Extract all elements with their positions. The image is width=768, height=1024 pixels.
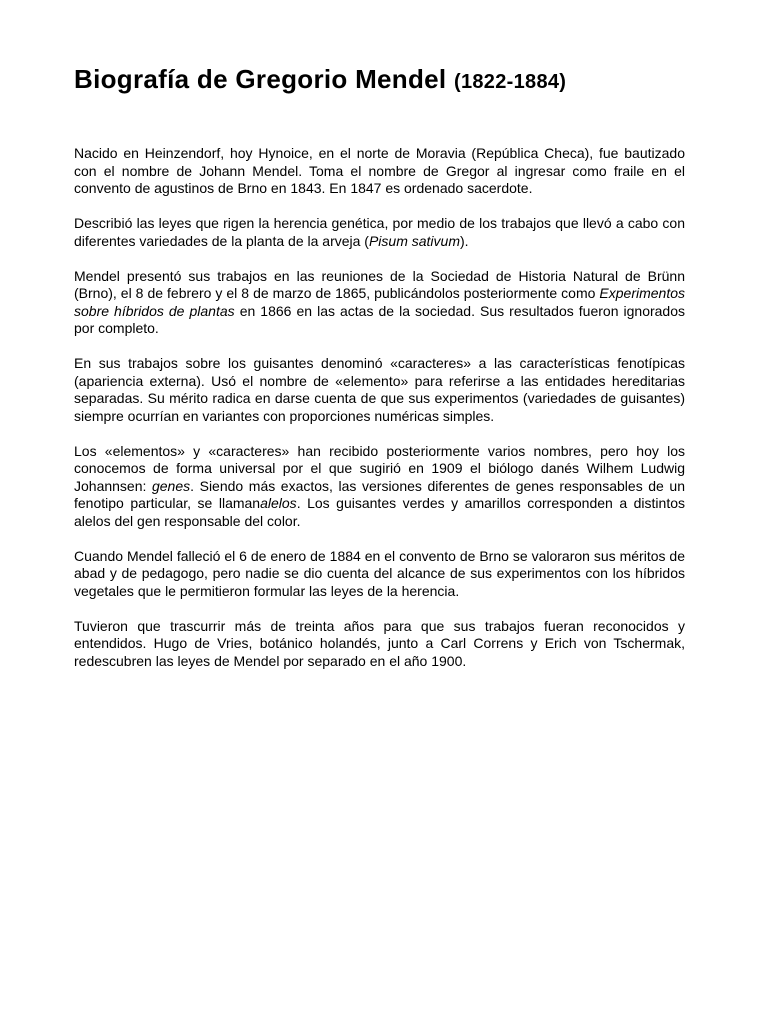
paragraph-text: ). [460,232,469,249]
term-alelos: alelos [260,495,297,511]
paragraph-text: . Los guisantes verdes y amarillos corresponden a distintos alelos del gen responsable del color. [74,495,685,529]
species-name: Pisum sativum [368,232,460,249]
paragraph-text: Los «elementos» y «caracteres» han recibido posteriormente varios nombres, pero hoy los conocemos de forma universal por el que sugirió en 1909 el biólogo danés Wilhem Ludwig Johannsen: [74,442,685,494]
paragraph-genes [74,443,685,531]
paragraph-characters: En sus trabajos sobre los guisantes denominó «caracteres» a las características fenotípicas (apariencia externa). Usó el nombre de «elemento» para referirse a las entidades hereditarias separadas. Su mérito radica en darse cuenta de que sus experimentos (variedades de guisantes) siempre ocurrían en variantes con proporciones numéricas simples. [74,355,685,424]
paragraph-text: en 1866 en las actas de la sociedad. Sus resultados fueron ignorados por completo. [74,302,686,336]
paragraph-birth: Nacido en Heinzendorf, hoy Hynoice, en el norte de Moravia (República Checa), fue bautizado con el nombre de Johann Mendel. Toma el nombre de Gregor al ingresar como fraile en el convento de agustinos de Brno en 1843. En 1847 es ordenado sacerdote. [74,145,685,196]
paragraph-text: Describió las leyes que rigen la herencia genética, por medio de los trabajos que llevó a cabo con diferentes variedades de la planta de la arveja ( [74,215,685,249]
title-years: (1822-1884) [453,71,567,93]
term-genes: genes [151,477,191,494]
paragraph-death: Cuando Mendel falleció el 6 de enero de 1884 en el convento de Brno se valoraron sus méritos de abad y de pedagogo, pero nadie se dio cuenta del alcance de sus experimentos con los híbridos vegetales que le permitieron formular las leyes de la herencia. [74,547,685,599]
paragraph-text: . Siendo más exactos, las versiones diferentes de genes responsables de un fenotipo particular, se llaman [74,477,685,511]
document-page [74,62,685,688]
document-title [74,62,685,99]
paragraph-rediscovery: Tuvieron que trascurrir más de treinta años para que sus trabajos fueran reconocidos y entendidos. Hugo de Vries, botánico holandés, junto a Carl Correns y Erich von Tschermak, redescubren las leyes de Mendel por separado en el año 1900. [74,617,685,669]
title-main: Biografía de Gregorio Mendel [74,64,447,94]
publication-title: Experimentos sobre híbridos de plantas [74,285,685,319]
paragraph-laws [74,215,685,250]
paragraph-text: Mendel presentó sus trabajos en las reuniones de la Sociedad de Historia Natural de Brünn (Brno), el 8 de febrero y el 8 de marzo de 1865, publicándolos posteriormente como [74,267,685,301]
paragraph-presentation [74,268,685,338]
